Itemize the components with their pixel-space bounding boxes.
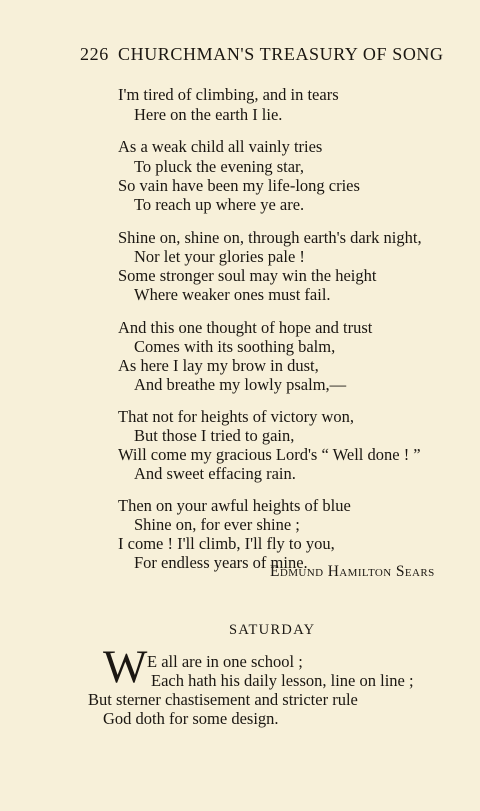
poem-line: For endless years of mine. [134,553,308,572]
poem-line: As a weak child all vainly tries [118,137,323,156]
running-title: CHURCHMAN'S TREASURY OF SONG [118,44,444,64]
poem-line: So vain have been my life-long cries [118,176,360,195]
page-number: 226 [80,44,109,64]
poem-line: God doth for some design. [103,709,279,728]
poem-line: As here I lay my brow in dust, [118,356,319,375]
poem-line: I'm tired of climbing, and in tears [118,85,339,104]
poem-line: Nor let your glories pale ! [134,247,305,266]
poem-line: But sterner chastisement and stricter rule [88,690,358,709]
poem-line: Will come my gracious Lord's “ Well done ! ” [118,445,421,464]
poem-attribution: Edmund Hamilton Sears [270,563,435,580]
poem-line: Each hath his daily lesson, line on line ; [151,671,414,690]
drop-cap: W [103,641,148,693]
poem-line: I come ! I'll climb, I'll fly to you, [118,534,335,553]
poem-line: That not for heights of victory won, [118,407,354,426]
poem-line: E all are in one school ; [147,652,303,671]
poem-line: To pluck the evening star, [134,157,305,176]
poem-line: And this one thought of hope and trust [118,318,373,337]
poem-line: And breathe my lowly psalm,— [134,375,347,394]
poem-line: Then on your awful heights of blue [118,496,351,515]
poem-line: And sweet effacing rain. [134,464,296,483]
poem-line: Shine on, for ever shine ; [134,515,300,534]
page-header [80,44,460,70]
poem-line: Here on the earth I lie. [134,105,283,124]
poem-line: Some stronger soul may win the height [118,266,377,285]
section-title: SATURDAY [229,622,316,638]
poem-line: Shine on, shine on, through earth's dark night, [118,228,422,247]
poem-line: To reach up where ye are. [134,195,305,214]
poem-line: But those I tried to gain, [134,426,295,445]
poem-line: Where weaker ones must fail. [134,285,331,304]
poem-line: Comes with its soothing balm, [134,337,336,356]
